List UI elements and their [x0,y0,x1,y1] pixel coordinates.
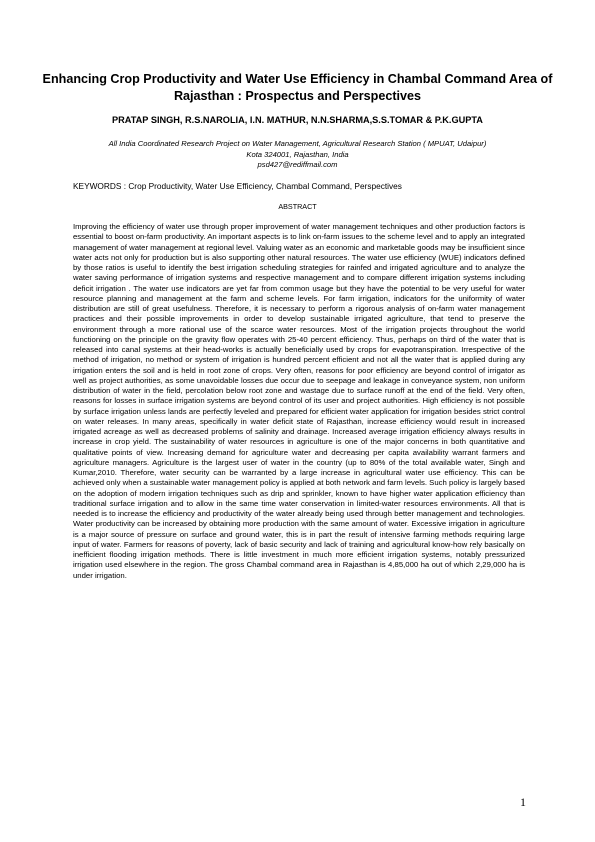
author-email: psd427@rediffmail.com [257,160,338,169]
affiliation [60,139,535,171]
author-list: PRATAP SINGH, R.S.NAROLIA, I.N. MATHUR, N.N.SHARMA,S.S.TOMAR & P.K.GUPTA [112,115,483,125]
keywords: KEYWORDS : Crop Productivity, Water Use Efficiency, Chambal Command, Perspectives [73,181,402,191]
affiliation-line-1: All India Coordinated Research Project on Water Management, Agricultural Research Station ( MPUAT, Udaipur) [108,139,487,148]
page-number: 1 [520,795,526,809]
paper-title: Enhancing Crop Productivity and Water Use Efficiency in Chambal Command Area of Rajasthan : Prospectus and Perspectives [42,72,553,103]
affiliation-line-2: Kota 324001, Rajasthan, India [246,149,349,159]
abstract-heading: ABSTRACT [278,202,317,211]
abstract-body: Improving the efficiency of water use through proper improvement of water management techniques and other production factors is essential to boost on-farm productivity. An important aspects is to link on-farm issues to the scheme level and to apply an integrated management of water management at regional level. Valuing water as an economic and marketable goods may be insufficient since water acts not only for production but is also supporting other natural resources. The water use efficiency (WUE) indicators defined by those ratios is useful to identify the best irrigation scheduling strategies for rainfed and irrigated agriculture and to analyze the water saving performance of irrigation systems and respective management and to compare different irrigation systems including deficit irrigation . The water use indicators are yet far from common usage but they have the potential to be very useful for water resource planning and management at the farm and scheme levels. For farm irrigation, indicators for the uniformity of water distribution are still of great usefulness. Therefore, it is necessary to perform a rigorous analysis of on-farm water management practices and their possible improvements in order to develop sustainable irrigated agriculture, that tend to preserve the environment through a more rational use of the scarce water resources. Most of the irrigation projects throughout the world functioning on the principle on the gravity flow operates with 25-40 percent efficiency. Thus, perhaps on third of the water that is released into canal systems at their head-works is actually beneficially used by crops for evapotranspiration. Irrespective of the method of irrigation, no method or system of irrigation is hundred percent efficient and not all the water that is applied during any irrigation enters the soil and is held in root zone of crops. Very often, reasons for poor efficiency are beyond control of irrigator as well as project authorities, as some unavoidable losses due occur due to seepage and leakage in conveyance system, non uniform distribution of water in the field, percolation below root zone and wastage due to surface runoff at the end of the field. Very often, reasons for losses in surface irrigation systems are beyond control of its user and project authorities. High efficiency is not possible by surface irrigation unless lands are perfectly leveled and prepared for efficient water application for irrigation besides strict control on water releases. In many areas, specifically in water deficit state of Rajasthan, increase efficiency would result in increased irrigated acreage as well as decreased problems of salinity and drainage. Increased average irrigation efficiency always results in increase in crop yield. The sustainability of water resources in agriculture is one of the major concerns in both quantitative and qualitative points of view. Increasing demand for agriculture water and decreasing per capita availability warrant farmers and agriculture managers. Agriculture is the largest user of water in the country (up to 80% of the total available water, Singh and Kumar,2010. Therefore, water security can be warranted by a large increase in agricultural water use efficiency. This can be achieved only when a sustainable water management policy is applied at both network and farm levels. Such policy is largely based on the adoption of modern irrigation techniques such as drip and sprinkler, known to have higher water application efficiency than traditional surface irrigation and to allow in the same time water conservation in limited-water resources environments. All that is needed is to increase the efficiency and productivity of the water already being used through better management and technologies. Water productivity can be increased by obtaining more production with the same amount of water. Excessive irrigation in agriculture is a major source of pressure on surface and ground water, this is in part the result of intensive farming methods requiring large input of water. Farmers for reasons of poverty, lack of basic security and lack of training and agricultural know-how rely basically on inefficient flooding irrigation methods. There is little investment in much more efficient irrigation systems, notably pressurized irrigation used elsewhere in the region. The gross Chambal command area in Rajasthan is 4,85,000 ha out of which 2,29,000 ha is under irrigation. [73,222,525,580]
